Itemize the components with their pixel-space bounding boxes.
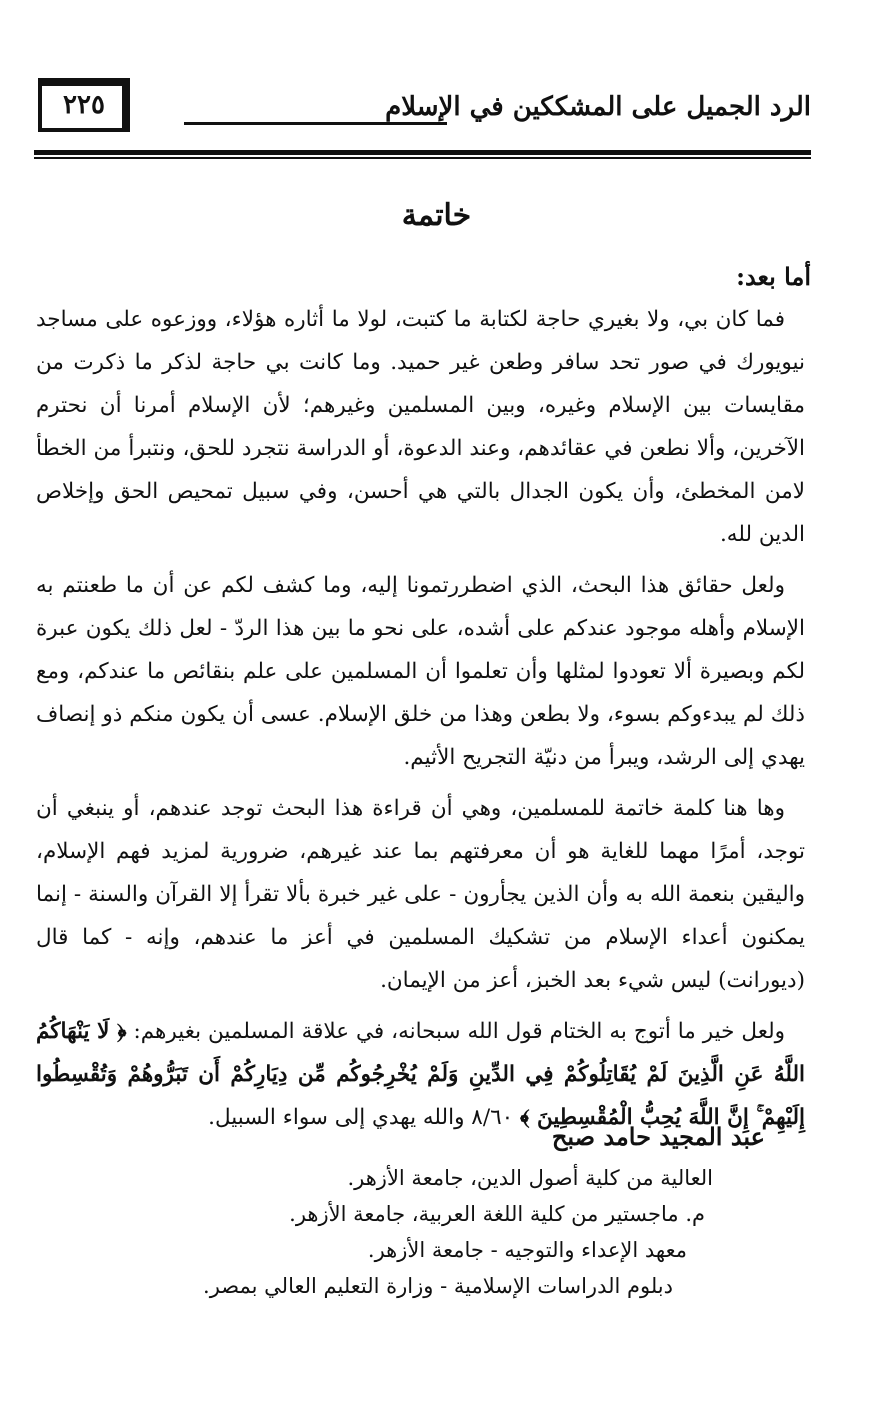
quran-verse: ﴿ لَا يَنْهَاكُمُ اللَّهُ عَنِ الَّذِينَ لَمْ يُقَاتِلُوكُمْ فِي الدِّينِ وَلَمْ يُخْرِجُوكُم مِّن دِيَارِكُمْ أَن تَبَرُّوهُمْ وَتُقْسِطُوا إِلَيْهِمْ ۚ إِنَّ اللَّهَ يُحِبُّ الْمُقْسِطِينَ ﴾ bbox=[36, 1019, 805, 1130]
author-name: عبد المجيد حامد صبح bbox=[551, 1122, 765, 1151]
credential-item: دبلوم الدراسات الإسلامية - وزارة التعليم العالي بمصر. bbox=[203, 1274, 673, 1298]
credential-item: م. ماجستير من كلية اللغة العربية، جامعة الأزهر. bbox=[289, 1202, 705, 1226]
closing-paragraph bbox=[36, 1010, 805, 1139]
closing-intro: ولعل خير ما أتوج به الختام قول الله سبحانه، في علاقة المسلمين بغيرهم: bbox=[126, 1019, 785, 1044]
salutation: أما بعد: bbox=[736, 262, 811, 291]
section-title: خاتمة bbox=[401, 198, 472, 233]
header-double-rule bbox=[34, 150, 811, 159]
paragraph-1: فما كان بي، ولا بغيري حاجة لكتابة ما كتبت، لولا ما أثاره هؤلاء، ووزعوه على مساجد نيويورك في صور تحد سافر وطعن غير حميد. وما كانت بي حاجة لذكر ما ذكرت من مقايسات بين الإسلام وغيره، وبين المسلمين وغيرهم؛ لأن الإسلام أمرنا أن نحترم الآخرين، وألا نطعن في عقائدهم، وعند الدعوة، أو الدراسة نتجرد للحق، ونتبرأ من الخطأ لامن المخطئ، وأن يكون الجدال بالتي هي أحسن، وفي سبيل تمحيص الحق وإخلاص الدين لله. bbox=[36, 307, 805, 547]
verse-reference: ٨/٦٠ والله يهدي إلى سواء السبيل. bbox=[208, 1105, 521, 1130]
page-number: ٢٢٥ bbox=[38, 78, 130, 132]
paragraph-2: ولعل حقائق هذا البحث، الذي اضطررتمونا إليه، وما كشف لكم عن أن ما طعنتم به الإسلام وأهله موجود عندكم على أشده، على نحو ما بين هذا الردّ - لعل ذلك يكون عبرة لكم وبصيرة ألا تعودوا لمثلها وأن تعلموا أن المسلمين على علم بنقائص ما عندكم، ومع ذلك لم يبدءوكم بسوء، ولا بطعن وهذا من خلق الإسلام. عسى أن يكون منكم ذو إنصاف يهدي إلى الرشد، ويبرأ من دنيّة التجريح الأثيم. bbox=[36, 573, 805, 770]
credential-item: معهد الإعداء والتوجيه - جامعة الأزهر. bbox=[367, 1238, 687, 1262]
header-rule bbox=[184, 122, 447, 125]
running-title: الرد الجميل على المشككين في الإسلام bbox=[385, 92, 811, 122]
credential-item: العالية من كلية أصول الدين، جامعة الأزهر. bbox=[347, 1166, 713, 1190]
author-credentials bbox=[203, 1160, 805, 1304]
body-text bbox=[36, 298, 805, 1147]
page-header bbox=[34, 78, 811, 142]
paragraph-3: وها هنا كلمة خاتمة للمسلمين، وهي أن قراءة هذا البحث توجد عندهم، أو ينبغي أن توجد، أمرًا مهما للغاية هو أن معرفتهم بما عند غيرهم، ضرورية لمزيد فهم الإسلام، واليقين بنعمة الله به وأن الذين يجأرون - على غير خبرة بألا تقرأ إلا القرآن والسنة - إنما يمكنون أعداء الإسلام من تشكيك المسلمين في أعز ما عندهم، وإنه - كما قال (ديورانت) ليس شيء بعد الخبز، أعز من الإيمان. bbox=[36, 796, 805, 993]
